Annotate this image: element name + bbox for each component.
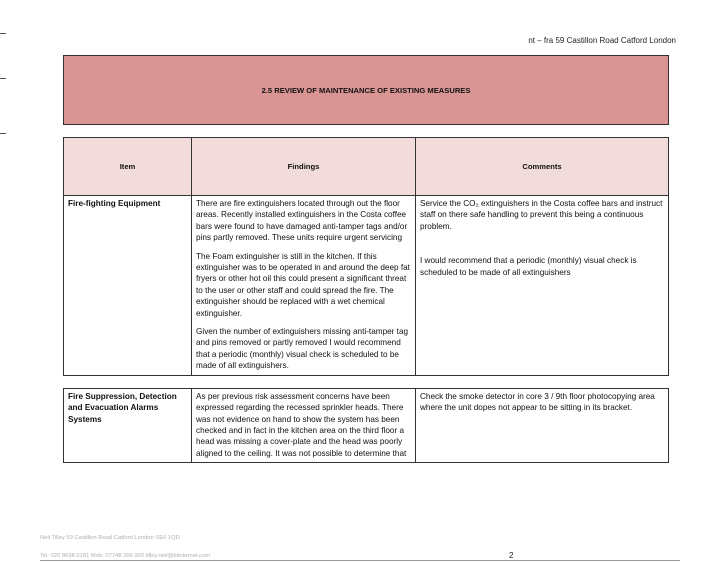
table-title: 2.5 REVIEW OF MAINTENANCE OF EXISTING MEASURES xyxy=(64,56,669,125)
findings-paragraph: There are fire extinguishers located through out the floor areas. Recently installed extinguishers in the Costa coffee bars were found to have damaged anti-tamper tags and/or pins partly removed. These units require urgent servicing xyxy=(196,199,408,243)
table-row xyxy=(64,196,669,376)
comments-paragraph: Check the smoke detector in core 3 / 9th floor photocopying area where the unit dopes not appear to be sitting in its bracket. xyxy=(420,391,655,413)
table-header-row xyxy=(64,138,669,196)
findings-paragraph: The Foam extinguisher is still in the kitchen. If this extinguisher was to be operated in and around the deep fat fryers or other hot oil this could present a significant threat to the user or other staff and could spread the fire. The extinguisher should be replaced with a wet chemical extinguisher. xyxy=(196,251,410,318)
footer-contact: Tel: 020 8698 0181 Mob: 07748 356 902 tilley.neil@btinternet.com xyxy=(40,553,211,559)
table-separator-row xyxy=(64,375,669,388)
margin-mark xyxy=(0,78,6,79)
table-row xyxy=(64,388,669,462)
page-number: 2 xyxy=(509,551,514,560)
table-title-row xyxy=(64,56,669,125)
comments-paragraph: I would recommend that a periodic (monthly) visual check is scheduled to be made of all extinguishers xyxy=(420,256,637,277)
page-header: nt – fra 59 Castillon Road Catford London xyxy=(528,36,676,45)
maintenance-review-table xyxy=(63,55,669,463)
findings-paragraph: Given the number of extinguishers missing anti-tamper tag and pins removed or partly removed I would recommend that a periodic (monthly) visual check is scheduled to be made of all extinguishers. xyxy=(196,327,409,371)
item-cell: Fire-fighting Equipment xyxy=(64,196,192,376)
comments-cell xyxy=(416,196,669,376)
margin-mark xyxy=(0,33,6,34)
column-header-comments: Comments xyxy=(416,138,669,196)
margin-mark xyxy=(0,133,6,134)
findings-paragraph: As per previous risk assessment concerns have been expressed regarding the recessed sprinkler heads. There was not evidence on hand to show the system has been checked and in fact in the kitchen area on the third floor a head was missing a cover-plate and the head was poorly aligned to the ceiling. It was not possible to determine that xyxy=(196,391,407,458)
table-separator-row xyxy=(64,125,669,138)
item-cell: Fire Suppression, Detection and Evacuation Alarms Systems xyxy=(64,388,192,462)
footer-divider xyxy=(40,560,680,561)
column-header-findings: Findings xyxy=(192,138,416,196)
column-header-item: Item xyxy=(64,138,192,196)
findings-cell xyxy=(192,388,416,462)
comments-paragraph: Service the CO₂ extinguishers in the Costa coffee bars and instruct staff on there safe handling to prevent this being a continuous problem. xyxy=(420,199,663,231)
findings-cell xyxy=(192,196,416,376)
comments-cell xyxy=(416,388,669,462)
footer-address: Neil Tilley 59 Castillon Road Catford London SE6 1QD xyxy=(40,535,180,541)
